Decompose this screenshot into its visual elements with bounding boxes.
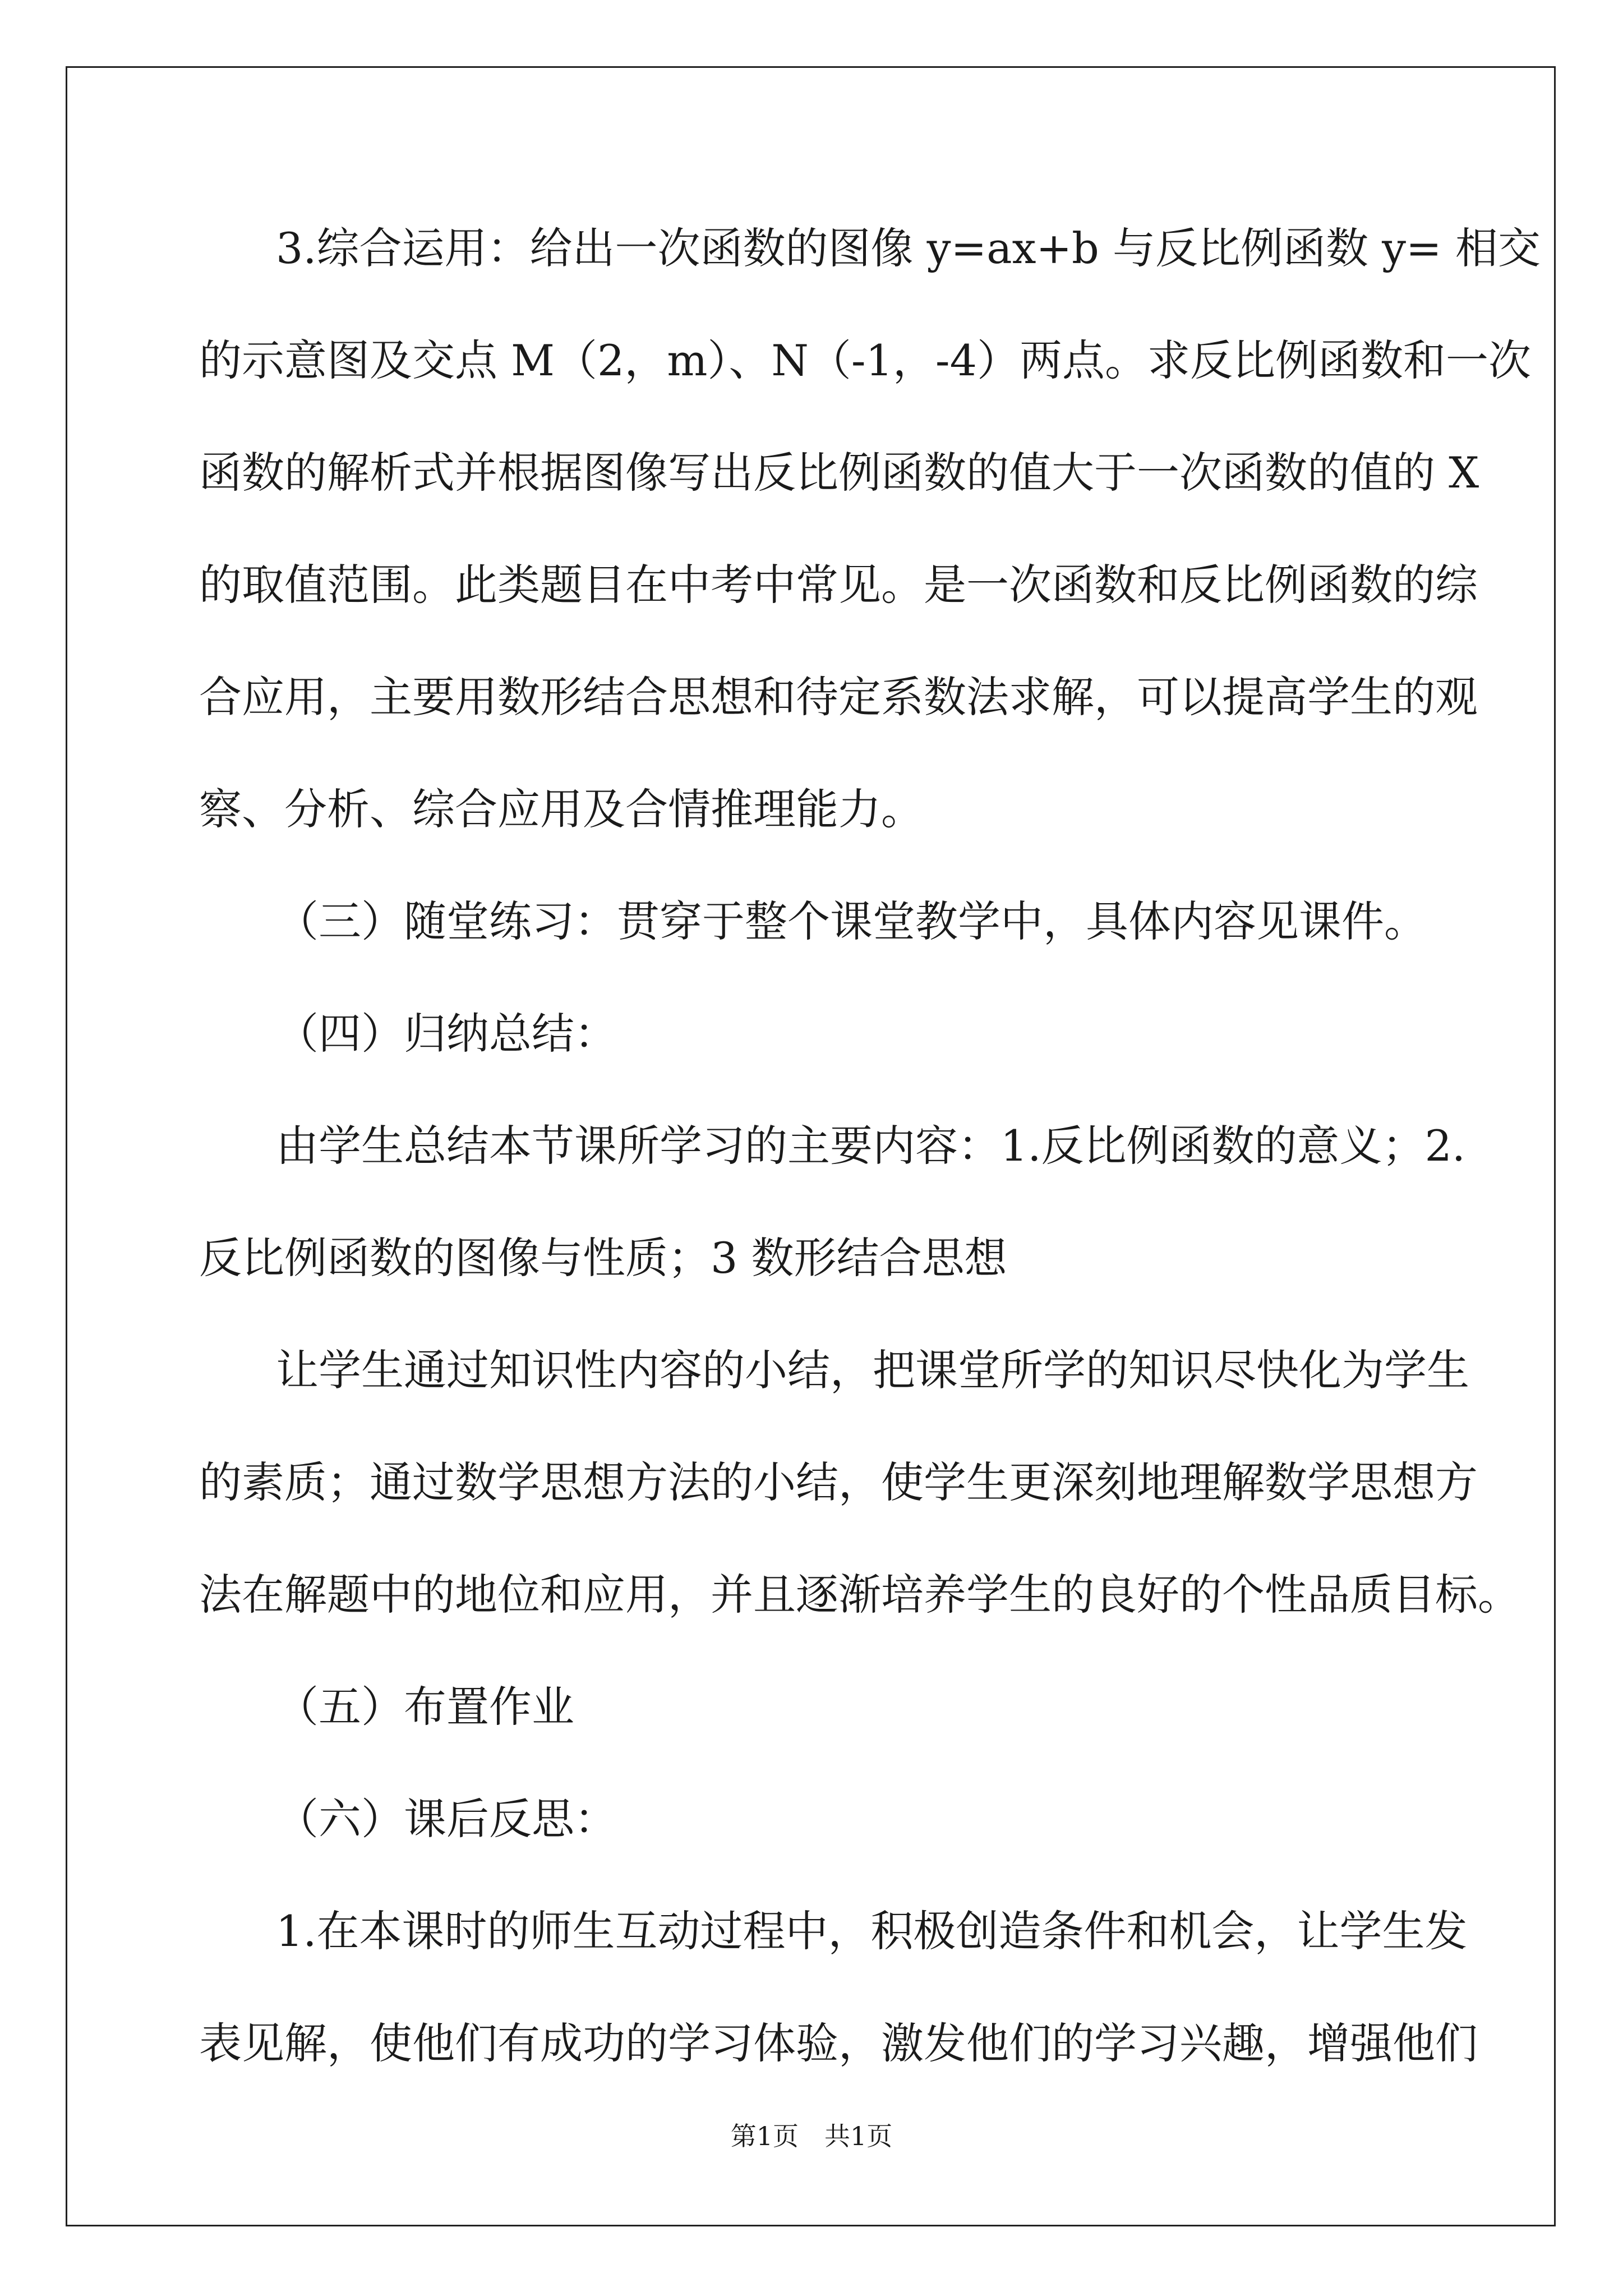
page-number-footer: 第1页 共1页 [730, 2121, 893, 2151]
